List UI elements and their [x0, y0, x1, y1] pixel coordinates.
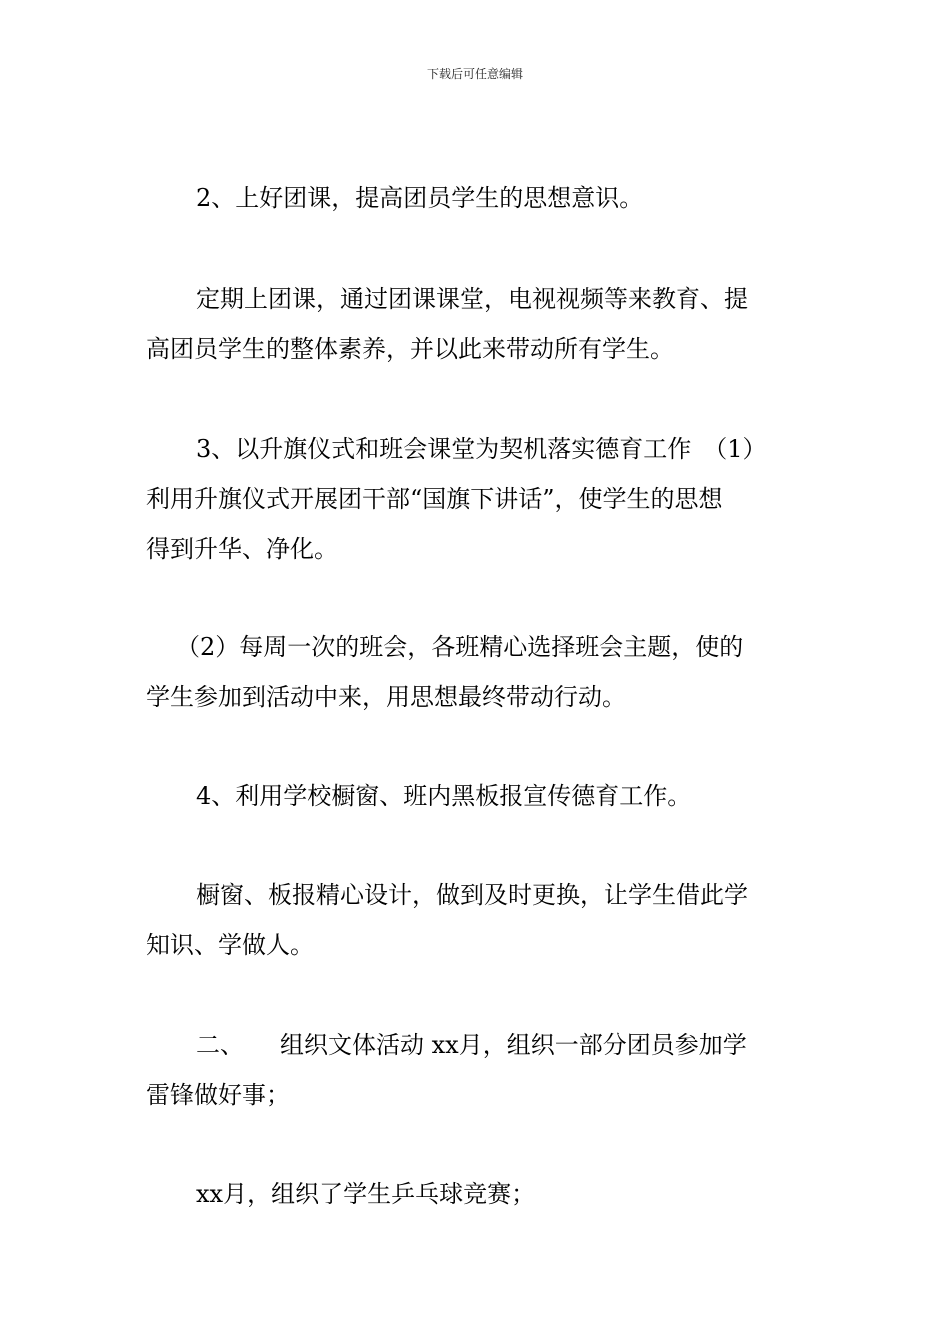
paragraph-line: 雷锋做好事； [146, 1081, 290, 1109]
paragraph-line: 得到升华、净化。 [146, 535, 338, 563]
paragraph-2 [146, 274, 808, 374]
paragraph-line: 3、以升旗仪式和班会课堂为契机落实德育工作 （1） [196, 435, 767, 463]
paragraph-line: 高团员学生的整体素养，并以此来带动所有学生。 [146, 335, 674, 363]
paragraph-1 [146, 173, 808, 223]
paragraph-line: 定期上团课，通过团课课堂，电视视频等来教育、提 [196, 285, 748, 313]
paragraph-3 [146, 424, 808, 574]
paragraph-line: （2）每周一次的班会，各班精心选择班会主题，使的 [176, 633, 744, 661]
paragraph-6 [146, 870, 808, 970]
page-header: 下载后可任意编辑 [426, 67, 523, 81]
paragraph-line: 橱窗、板报精心设计，做到及时更换，让学生借此学 [196, 881, 748, 909]
paragraph-4 [146, 622, 808, 722]
paragraph-line: 2、上好团课，提高团员学生的思想意识。 [196, 184, 644, 212]
paragraph-line: 二、 组织文体活动 xx月，组织一部分团员参加学 [196, 1031, 747, 1059]
paragraph-line: 利用升旗仪式开展团干部“国旗下讲话”，使学生的思想 [146, 485, 723, 513]
paragraph-7 [146, 1020, 808, 1120]
paragraph-line: xx月，组织了学生乒乓球竞赛； [196, 1180, 536, 1208]
paragraph-line: 4、利用学校橱窗、班内黑板报宣传德育工作。 [196, 782, 692, 810]
paragraph-8 [146, 1169, 808, 1219]
paragraph-line: 知识、学做人。 [146, 931, 314, 959]
paragraph-5 [146, 771, 808, 821]
paragraph-line: 学生参加到活动中来，用思想最终带动行动。 [146, 683, 626, 711]
